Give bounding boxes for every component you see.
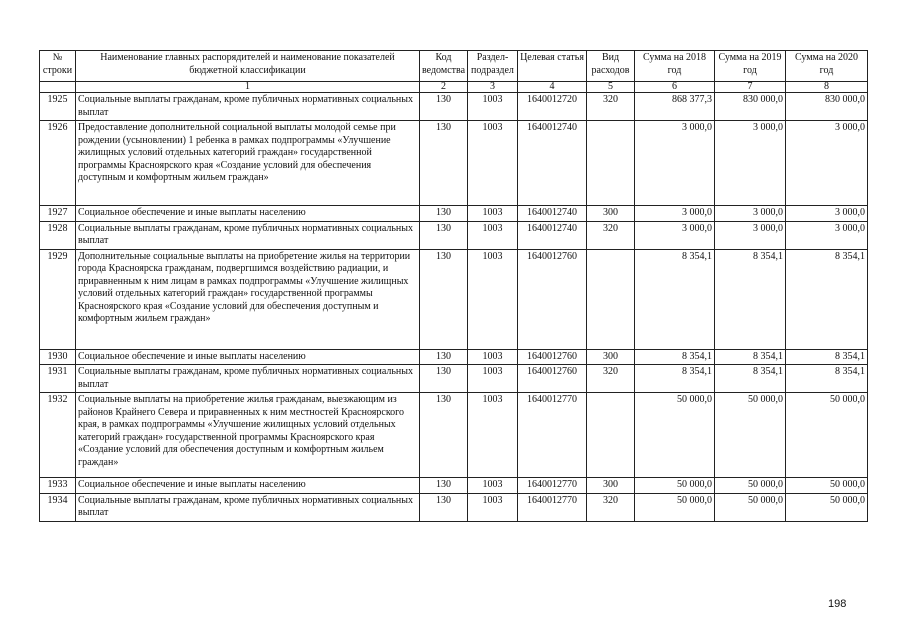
section-code: 1003 (468, 206, 518, 222)
dept-code: 130 (420, 249, 468, 349)
table-row (40, 478, 868, 494)
expense-kind: 320 (587, 93, 635, 121)
section-code: 1003 (468, 121, 518, 206)
table-row (40, 121, 868, 206)
expense-kind: 300 (587, 206, 635, 222)
row-name: Социальное обеспечение и иные выплаты населению (76, 206, 420, 222)
section-code: 1003 (468, 349, 518, 365)
target-code: 1640012770 (518, 493, 587, 521)
expense-kind (587, 249, 635, 349)
row-name: Социальные выплаты гражданам, кроме публичных нормативных социальных выплат (76, 365, 420, 393)
header-cell: Сумма на 2020 год (786, 51, 868, 82)
row-name: Социальные выплаты гражданам, кроме публичных нормативных социальных выплат (76, 221, 420, 249)
column-number: 5 (587, 82, 635, 93)
row-name: Социальное обеспечение и иные выплаты населению (76, 478, 420, 494)
target-code: 1640012740 (518, 121, 587, 206)
row-name: Социальные выплаты гражданам, кроме публичных нормативных социальных выплат (76, 493, 420, 521)
budget-table (39, 50, 868, 522)
amount-2019: 8 354,1 (715, 349, 786, 365)
amount-2019: 8 354,1 (715, 249, 786, 349)
amount-2020: 8 354,1 (786, 249, 868, 349)
target-code: 1640012760 (518, 249, 587, 349)
header-cell: Код ведомства (420, 51, 468, 82)
row-number: 1930 (40, 349, 76, 365)
section-code: 1003 (468, 93, 518, 121)
amount-2018: 50 000,0 (635, 478, 715, 494)
row-number: 1933 (40, 478, 76, 494)
dept-code: 130 (420, 393, 468, 478)
table-row (40, 249, 868, 349)
header-cell: Сумма на 2018 год (635, 51, 715, 82)
amount-2018: 50 000,0 (635, 393, 715, 478)
table-row (40, 349, 868, 365)
row-number: 1925 (40, 93, 76, 121)
amount-2020: 8 354,1 (786, 365, 868, 393)
amount-2019: 50 000,0 (715, 393, 786, 478)
expense-kind (587, 121, 635, 206)
amount-2020: 3 000,0 (786, 206, 868, 222)
expense-kind: 300 (587, 349, 635, 365)
amount-2019: 830 000,0 (715, 93, 786, 121)
amount-2019: 50 000,0 (715, 493, 786, 521)
amount-2018: 3 000,0 (635, 221, 715, 249)
row-number: 1928 (40, 221, 76, 249)
target-code: 1640012760 (518, 365, 587, 393)
header-cell: № строки (40, 51, 76, 82)
column-number: 4 (518, 82, 587, 93)
target-code: 1640012760 (518, 349, 587, 365)
row-name: Социальные выплаты на приобретение жилья гражданам, выезжающим из районов Крайнего Севера и приравненных к ним местностей Красноярского края, в рамках подпрограммы «Улучшение жилищных условий отдельных категорий граждан» государственной программы Красноярского края «Создание условий для обеспечения доступным и комфортным жильем граждан» (76, 393, 420, 478)
amount-2019: 8 354,1 (715, 365, 786, 393)
dept-code: 130 (420, 349, 468, 365)
row-number: 1929 (40, 249, 76, 349)
row-number: 1931 (40, 365, 76, 393)
column-number: 7 (715, 82, 786, 93)
amount-2018: 3 000,0 (635, 121, 715, 206)
header-cell: Вид расходов (587, 51, 635, 82)
header-row (40, 51, 868, 82)
section-code: 1003 (468, 221, 518, 249)
header-cell: Наименование главных распорядителей и наименование показателей бюджетной классификации (76, 51, 420, 82)
table-row (40, 93, 868, 121)
column-number: 8 (786, 82, 868, 93)
row-name: Дополнительные социальные выплаты на приобретение жилья на территории города Красноярска гражданам, подвергшимся воздействию радиации, и приравненным к ним лицам в рамках подпрограммы «Улучшение жилищных условий отдельных категорий граждан» государственной программы Красноярского края «Создание условий для обеспечения доступным и комфортным жильем граждан» (76, 249, 420, 349)
row-number: 1927 (40, 206, 76, 222)
section-code: 1003 (468, 478, 518, 494)
amount-2019: 50 000,0 (715, 478, 786, 494)
section-code: 1003 (468, 365, 518, 393)
amount-2020: 50 000,0 (786, 393, 868, 478)
row-name: Социальное обеспечение и иные выплаты населению (76, 349, 420, 365)
expense-kind (587, 393, 635, 478)
column-number (40, 82, 76, 93)
table-row (40, 221, 868, 249)
header-cell: Раздел-подраздел (468, 51, 518, 82)
page-number: 198 (828, 598, 847, 610)
amount-2020: 50 000,0 (786, 493, 868, 521)
dept-code: 130 (420, 121, 468, 206)
row-name: Предоставление дополнительной социальной выплаты молодой семье при рождении (усыновлении) 1 ребенка в рамках подпрограммы «Улучшение жилищных условий отдельных категорий граждан» государственной программы Красноярского края «Создание условий для обеспечения доступным и комфортным жильем граждан» (76, 121, 420, 206)
amount-2020: 50 000,0 (786, 478, 868, 494)
table-row (40, 206, 868, 222)
section-code: 1003 (468, 493, 518, 521)
target-code: 1640012720 (518, 93, 587, 121)
target-code: 1640012740 (518, 221, 587, 249)
dept-code: 130 (420, 221, 468, 249)
amount-2018: 8 354,1 (635, 349, 715, 365)
amount-2019: 3 000,0 (715, 206, 786, 222)
column-number: 2 (420, 82, 468, 93)
header-cell: Целевая статья (518, 51, 587, 82)
section-code: 1003 (468, 249, 518, 349)
section-code: 1003 (468, 393, 518, 478)
target-code: 1640012770 (518, 478, 587, 494)
expense-kind: 320 (587, 221, 635, 249)
target-code: 1640012770 (518, 393, 587, 478)
dept-code: 130 (420, 93, 468, 121)
row-name: Социальные выплаты гражданам, кроме публичных нормативных социальных выплат (76, 93, 420, 121)
amount-2020: 830 000,0 (786, 93, 868, 121)
column-number: 1 (76, 82, 420, 93)
column-number-row (40, 82, 868, 93)
amount-2019: 3 000,0 (715, 121, 786, 206)
row-number: 1932 (40, 393, 76, 478)
dept-code: 130 (420, 493, 468, 521)
expense-kind: 320 (587, 493, 635, 521)
table-row (40, 393, 868, 478)
amount-2020: 3 000,0 (786, 221, 868, 249)
row-number: 1934 (40, 493, 76, 521)
amount-2018: 8 354,1 (635, 249, 715, 349)
dept-code: 130 (420, 365, 468, 393)
row-number: 1926 (40, 121, 76, 206)
dept-code: 130 (420, 206, 468, 222)
amount-2020: 3 000,0 (786, 121, 868, 206)
amount-2018: 3 000,0 (635, 206, 715, 222)
expense-kind: 320 (587, 365, 635, 393)
table-row (40, 365, 868, 393)
amount-2018: 868 377,3 (635, 93, 715, 121)
column-number: 6 (635, 82, 715, 93)
amount-2018: 50 000,0 (635, 493, 715, 521)
header-cell: Сумма на 2019 год (715, 51, 786, 82)
amount-2020: 8 354,1 (786, 349, 868, 365)
amount-2018: 8 354,1 (635, 365, 715, 393)
column-number: 3 (468, 82, 518, 93)
expense-kind: 300 (587, 478, 635, 494)
table-row (40, 493, 868, 521)
amount-2019: 3 000,0 (715, 221, 786, 249)
target-code: 1640012740 (518, 206, 587, 222)
dept-code: 130 (420, 478, 468, 494)
